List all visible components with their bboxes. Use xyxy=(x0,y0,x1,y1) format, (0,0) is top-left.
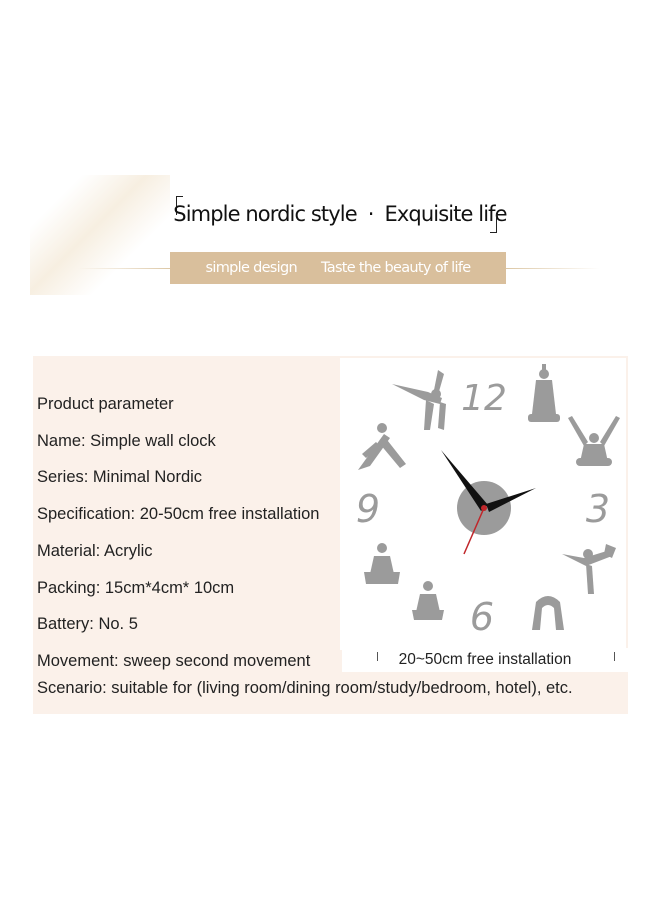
caption-tick-left xyxy=(377,652,378,661)
param-specification: Specification: 20-50cm free installation xyxy=(37,505,320,524)
parameter-list xyxy=(37,386,319,680)
yoga-figure-icon xyxy=(358,423,406,470)
headline-dot: · xyxy=(367,202,374,226)
param-packing: Packing: 15cm*4cm* 10cm xyxy=(37,578,235,597)
param-heading: Product parameter xyxy=(37,395,174,413)
param-battery: Battery: No. 5 xyxy=(37,615,138,634)
clock-illustration xyxy=(340,358,626,650)
headline-left: Simple nordic style xyxy=(173,202,357,226)
tagline-bar xyxy=(170,252,506,284)
decorative-streak xyxy=(30,175,170,295)
clock-size-caption xyxy=(342,648,628,672)
numeral-12: 12 xyxy=(461,378,507,419)
yoga-figure-icon xyxy=(568,416,620,466)
divider-left xyxy=(78,268,172,269)
yoga-figure-icon xyxy=(392,370,446,430)
param-scenario: Scenario: suitable for (living room/dining room/study/bedroom, hotel), etc. xyxy=(37,679,573,697)
headline-right: Exquisite life xyxy=(384,202,507,226)
yoga-figure-icon xyxy=(412,581,444,620)
yoga-figure-icon xyxy=(562,544,616,594)
divider-right xyxy=(506,268,600,269)
tagline-right: Taste the beauty of life xyxy=(321,260,471,276)
headline xyxy=(170,192,510,236)
headline-close-bracket xyxy=(490,214,497,233)
tagline-left: simple design xyxy=(205,260,297,276)
numeral-6: 6 xyxy=(469,595,495,639)
numeral-9: 9 xyxy=(355,487,381,531)
numeral-3: 3 xyxy=(585,487,611,531)
yoga-figure-icon xyxy=(528,364,560,422)
param-name: Name: Simple wall clock xyxy=(37,431,216,450)
yoga-figure-icon xyxy=(532,596,564,630)
clock-caption-text: 20~50cm free installation xyxy=(398,651,572,668)
param-material: Material: Acrylic xyxy=(37,541,153,560)
clock-image xyxy=(340,358,626,650)
param-movement: Movement: sweep second movement xyxy=(37,651,311,670)
clock-center-dot xyxy=(481,505,487,511)
param-series: Series: Minimal Nordic xyxy=(37,468,203,487)
caption-tick-right xyxy=(614,652,615,661)
yoga-figure-icon xyxy=(364,543,400,584)
